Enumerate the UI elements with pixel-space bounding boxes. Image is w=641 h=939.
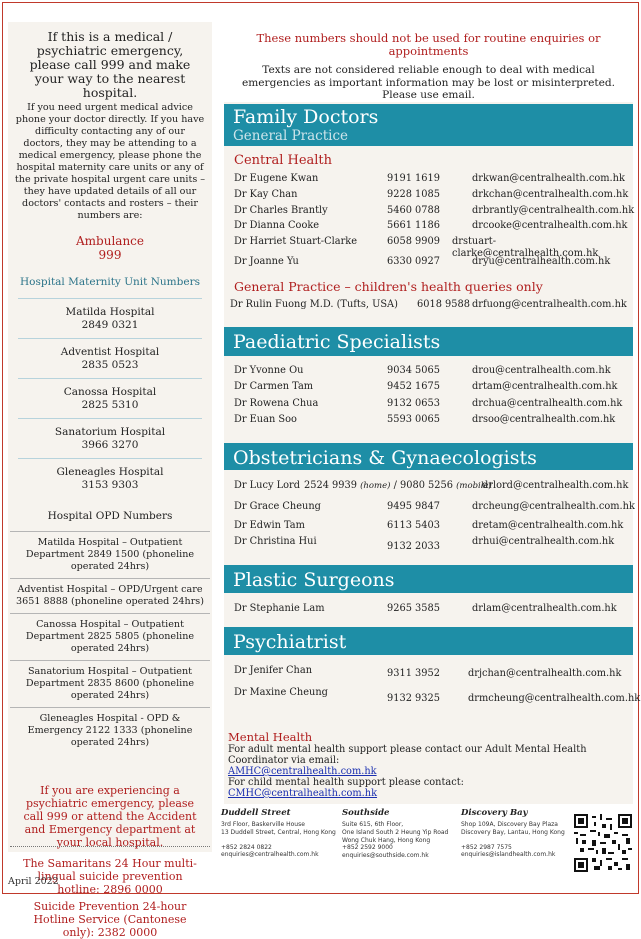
adult-support-text: For adult mental health support please contact our Adult Mental Health Coordinator via email:	[228, 744, 587, 766]
email-link[interactable]: enquiries@islandhealth.com.hk	[461, 851, 556, 859]
section-title: Obstetricians & Gynaecologists	[233, 447, 537, 469]
child-email-link[interactable]: CMHC@centralhealth.com.hk	[228, 788, 378, 799]
email-link[interactable]: drsoo@centralhealth.com.hk	[472, 414, 616, 425]
email-link[interactable]: enquiries@centralhealth.com.hk	[221, 851, 319, 859]
divider	[10, 846, 210, 847]
email-link[interactable]: drjchan@centralhealth.com.hk	[468, 668, 622, 679]
adult-email-link[interactable]: AMHC@centralhealth.com.hk	[228, 766, 377, 777]
notice-box	[224, 22, 633, 101]
office-duddell: Duddell Street 3rd Floor, Baskerville House 13 Duddell Street, Central, Hong Kong +852 2824 0822 enquiries@centralhealth.com.hk	[221, 808, 336, 859]
section-title: Psychiatrist	[233, 631, 347, 653]
routine-warning: These numbers should not be used for routine enquiries or appointments	[256, 31, 601, 58]
email-link[interactable]: drchua@centralhealth.com.hk	[472, 398, 623, 409]
section-title: Paediatric Specialists	[233, 331, 441, 353]
maternity-heading: Hospital Maternity Unit Numbers	[20, 276, 200, 288]
psych-banner	[224, 627, 633, 655]
list-item: Matilda Hospital 2849 0321	[18, 298, 202, 338]
mental-health-panel	[224, 724, 633, 804]
urgent-advice-text: If you need urgent medical advice phone your doctor directly. If you have difficulty contacting any of our doctors, they may be attending to a medical emergency, please phone the hospital maternity care units or any of the private hospital urgent care units – they have updated details of all our doctors' contacts and rosters – their numbers are:	[14, 102, 206, 221]
office-southside: Southside Suite 615, 6th Floor, One Island South 2 Heung Yip Road Wong Chuk Hang, Hong Kong +852 2592 9000 enquiries@southside.com.hk	[342, 808, 449, 860]
list-item: Adventist Hospital 2835 0523	[18, 338, 202, 378]
list-item: Adventist Hospital – OPD/Urgent care 3651 8888 (phoneline operated 24hrs)	[10, 578, 210, 613]
email-link[interactable]: drcheung@centralhealth.com.hk	[472, 501, 635, 512]
psychiatric-emergency: If you are experiencing a psychiatric emergency, please call 999 or attend the Accident and Emergency department at your local hospital.	[23, 784, 197, 849]
opd-list	[8, 531, 212, 754]
ambulance-number: 999	[98, 248, 122, 262]
list-item: Gleneagles Hospital 3153 9303	[18, 458, 202, 498]
email-link[interactable]: drou@centralhealth.com.hk	[472, 365, 611, 376]
footer	[194, 808, 639, 886]
email-link[interactable]: drlord@centralhealth.com.hk	[482, 480, 629, 491]
email-link[interactable]: drstuart-clarke@centralhealth.com.hk	[452, 236, 599, 259]
section-subtitle: General Practice	[233, 128, 349, 144]
email-link[interactable]: drkwan@centralhealth.com.hk	[472, 173, 625, 184]
samaritans-hotline: The Samaritans 24 Hour multi-lingual suicide prevention hotline: 2896 0000	[23, 857, 197, 896]
paed-banner	[224, 327, 633, 356]
office-discovery-bay: Discovery Bay Shop 109A, Discovery Bay Plaza Discovery Bay, Lantau, Hong Kong +852 2987 7575 enquiries@islandhealth.com.hk	[461, 808, 565, 859]
list-item: Gleneagles Hospital - OPD & Emergency 2122 1333 (phoneline operated 24hrs)	[10, 707, 210, 754]
child-support-text: For child mental health support please contact:	[228, 777, 464, 788]
qr-code-icon	[574, 814, 632, 872]
ambulance-label: Ambulance	[76, 234, 144, 248]
mental-health-title: Mental Health	[228, 730, 313, 744]
email-link[interactable]: drtam@centralhealth.com.hk	[472, 381, 618, 392]
suicide-hotline: Suicide Prevention 24-hour Hotline Service (Cantonese only): 2382 0000	[33, 900, 187, 939]
maternity-list	[8, 298, 212, 498]
opd-heading: Hospital OPD Numbers	[47, 510, 173, 522]
email-link[interactable]: drcooke@centralhealth.com.hk	[472, 220, 628, 231]
email-link[interactable]: drmcheung@centralhealth.com.hk	[468, 693, 641, 704]
list-item: Canossa Hospital – Outpatient Department 2825 5805 (phoneline operated 24hrs)	[10, 613, 210, 660]
section-title: Plastic Surgeons	[233, 569, 395, 591]
email-link[interactable]: drfuong@centralhealth.com.hk	[472, 299, 627, 310]
email-link[interactable]: drhui@centralhealth.com.hk	[472, 536, 615, 547]
list-item: Sanatorium Hospital 3966 3270	[18, 418, 202, 458]
list-item: Matilda Hospital – Outpatient Department 2849 1500 (phoneline operated 24hrs)	[10, 531, 210, 578]
obs-banner	[224, 443, 633, 470]
email-link[interactable]: drlam@centralhealth.com.hk	[472, 603, 617, 614]
directory: These numbers should not be used for routine enquiries or appointments Texts are not considered reliable enough to deal with medical emergencies as important information may be lost or misinterpreted. Please use email. Family Doctors General Practice Central Health Dr Eugene Kwan 9191 1619 drkwan@centralhealth.com.hk Dr Kay Chan 9228 1085 drkchan@centralhealth.com.hk Dr Charles Brantly 5460 0788 drbrantly@centralhealth.com.hk Dr Dianna Cooke 5661 1186 drcooke@centralhealth.com.hk Dr Harriet Stuart-Clarke 6058 9909 drstuart-clarke@centralhealth.com.hk Dr Joanne Yu 6330 0927 dryu@centralhealth.com.hk General Practice – children's health queries only Dr Rulin Fuong M.D. (Tufts, USA) 6018 9588 drfuong@centralhealth.com.hk Paediatric Specialists Dr Yvonne Ou 9034 5065 drou@centralhealth.com.hk Dr Carmen Tam 9452 1675 drtam@centralhealth.com.hk Dr Rowena Chua 9132 0653 drchua@centralhealth.com.hk Dr Euan Soo 5593 0065 drsoo@centralhealth.com.hk Obstetricians & Gynaecologists Dr Lucy Lord 2524 9939 (home) / 9080 5256 (mobile) drlord@centralhealth.com.hk Dr Grace Cheung 9495 9847 drcheung@centralhealth.com.hk Dr Edwin Tam 6113 5403 dretam@centralhealth.com.hk Dr Christina Hui 9132 2033 drhui@centralhealth.com.hk Plastic Surgeons Dr Stephanie Lam 9265 3585 drlam@centralhealth.com.hk Psychiatrist Dr Jenifer Chan 9311 3952 drjchan@centralhealth.com.hk Dr Maxine Cheung 9132 9325 drmcheung@centralhealth.com.hk Mental Health For adult mental health support please contact our Adult Mental Health Coordinator via email: AMHC@centralhealth.com.hk For child mental health support please contact: CMHC@centralhealth.com.hk	[224, 22, 633, 792]
emergency-intro: If this is a medical / psychiatric emergency, please call 999 and make your way to the nearest hospital.	[29, 29, 191, 100]
texts-warning: Texts are not considered reliable enough to deal with medical emergencies as important information may be lost or misinterpreted. Please use email.	[241, 64, 616, 101]
email-link[interactable]: enquiries@southside.com.hk	[342, 852, 429, 860]
email-link[interactable]: drkchan@centralhealth.com.hk	[472, 189, 629, 200]
section-title: Family Doctors	[233, 106, 379, 128]
email-link[interactable]: drbrantly@centralhealth.com.hk	[472, 205, 635, 216]
group-children-queries: General Practice – children's health queries only	[234, 279, 543, 294]
list-item: Canossa Hospital 2825 5310	[18, 378, 202, 418]
issue-date: April 2022	[8, 876, 59, 887]
family-banner	[224, 104, 633, 146]
email-link[interactable]: dretam@centralhealth.com.hk	[472, 520, 624, 531]
email-link[interactable]: dryu@centralhealth.com.hk	[472, 256, 611, 267]
list-item: Sanatorium Hospital – Outpatient Department 2835 8600 (phoneline operated 24hrs)	[10, 660, 210, 707]
group-central-health: Central Health	[234, 153, 333, 168]
plastic-banner	[224, 565, 633, 593]
